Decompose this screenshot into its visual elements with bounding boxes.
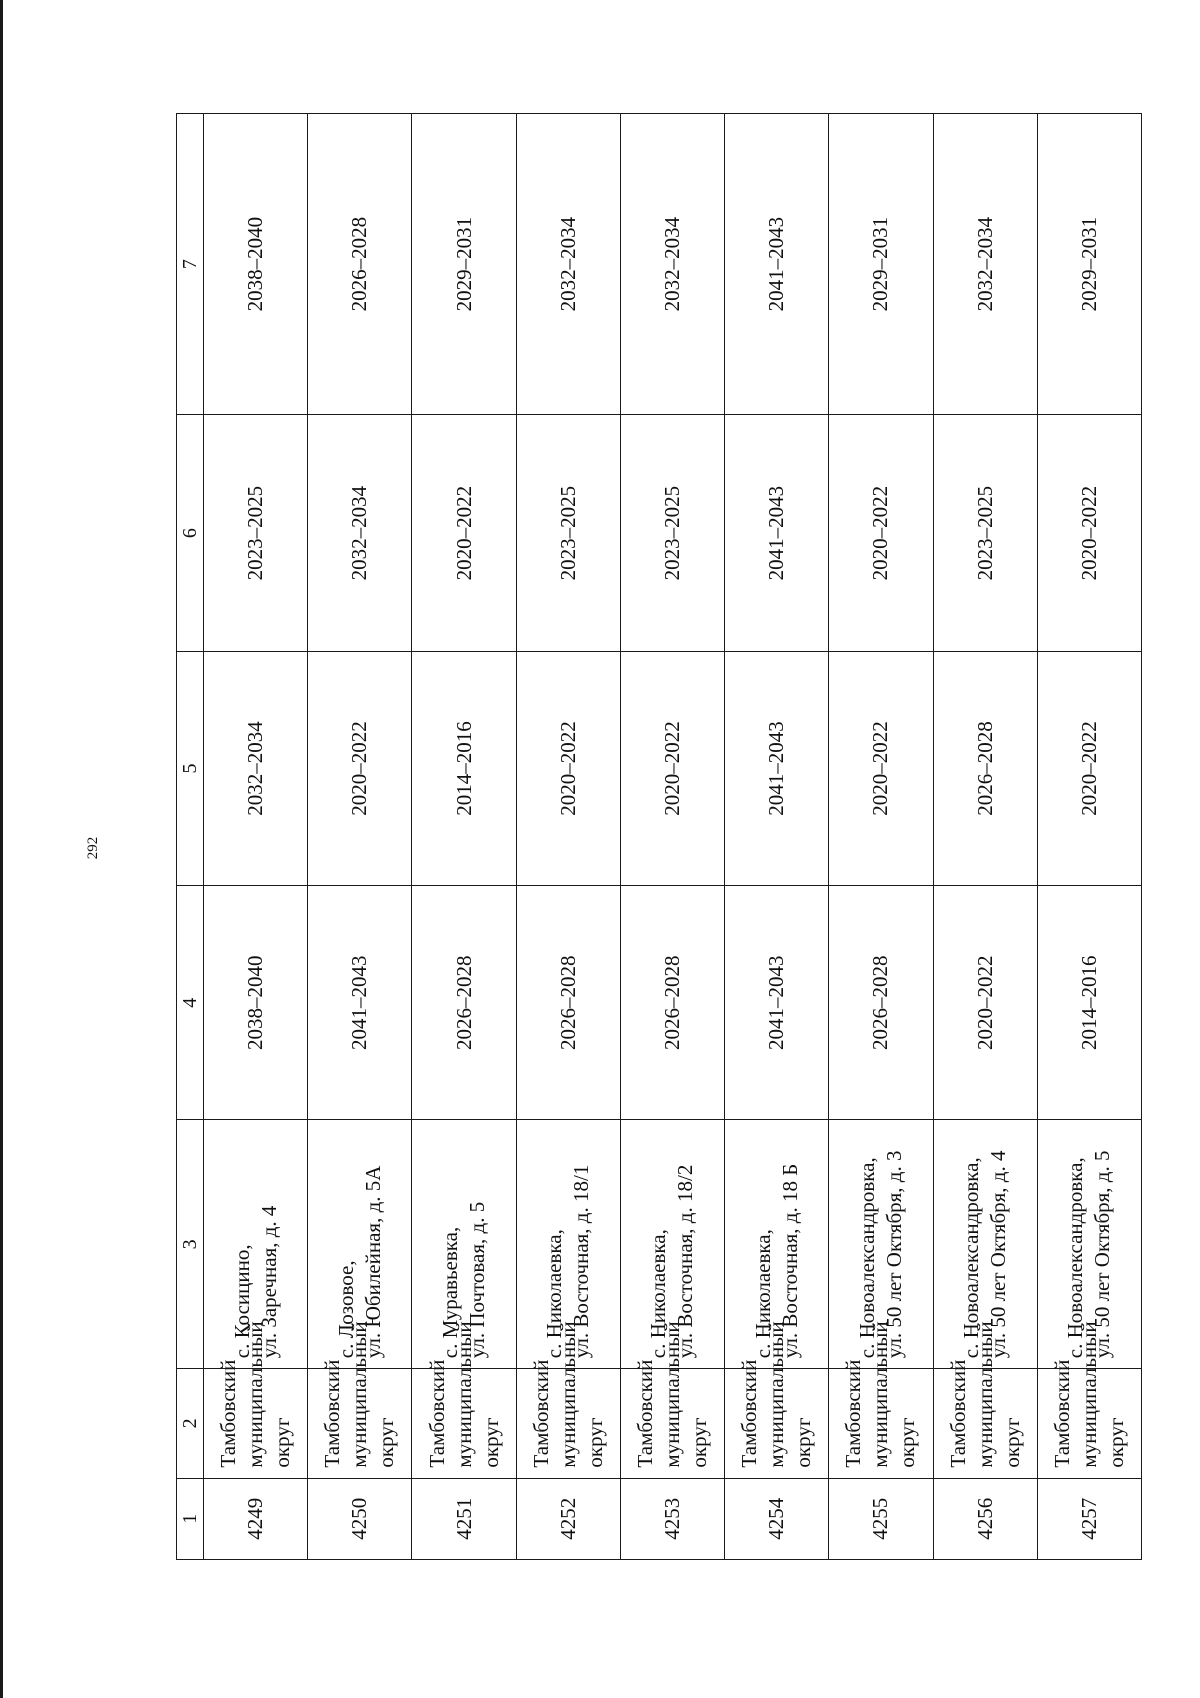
table-row [725, 114, 829, 1560]
cell-district [308, 1321, 412, 1478]
period-value: 2020–2022 [555, 721, 580, 816]
cell-period-col-6 [620, 415, 724, 652]
cell-address [620, 1120, 724, 1369]
district-line: Тамбовский [320, 1359, 345, 1468]
cell-period-col-4 [725, 886, 829, 1120]
district-line: Тамбовский [945, 1359, 970, 1468]
address-line: ул. 50 лет Октября, д. 4 [986, 1150, 1011, 1359]
period-value: 2032–2034 [347, 485, 372, 581]
table-row [308, 114, 412, 1560]
table-body [204, 114, 1142, 1560]
header-col-1: 1 [177, 1478, 204, 1559]
cell-number [829, 1478, 933, 1559]
cell-period-col-7 [933, 114, 1037, 415]
period-value: 2029–2031 [1076, 216, 1101, 312]
address-line: с. Николаевка, [750, 1229, 775, 1359]
header-col-7: 7 [177, 114, 204, 415]
period-value: 2038–2040 [243, 216, 268, 312]
cell-period-col-6 [933, 415, 1037, 652]
cell-address [1037, 1120, 1141, 1369]
row-number: 4252 [555, 1497, 580, 1540]
district-line: муниципальный [659, 1321, 684, 1468]
district-line: муниципальный [972, 1321, 997, 1468]
district-line: Тамбовский [841, 1359, 866, 1468]
cell-district [1037, 1321, 1141, 1478]
row-number: 4257 [1076, 1497, 1101, 1540]
period-value: 2041–2043 [347, 955, 372, 1051]
cell-number [412, 1478, 516, 1559]
address-line: с. Косицино, [229, 1244, 254, 1359]
registry-table [176, 113, 1142, 1560]
period-value: 2029–2031 [451, 216, 476, 312]
address-line: с. Николаевка, [646, 1229, 671, 1359]
district-line: округ [1103, 1417, 1128, 1468]
district-line: округ [895, 1417, 920, 1468]
cell-district [829, 1321, 933, 1478]
cell-period-col-7 [620, 114, 724, 415]
cell-period-col-4 [204, 886, 308, 1120]
table-row [204, 114, 308, 1560]
row-number: 4256 [972, 1497, 997, 1540]
period-value: 2020–2022 [868, 485, 893, 581]
district-line: округ [791, 1417, 816, 1468]
cell-period-col-7 [516, 114, 620, 415]
table-row [829, 114, 933, 1560]
cell-period-col-6 [308, 415, 412, 652]
period-value: 2014–2016 [451, 721, 476, 816]
row-number: 4255 [868, 1497, 893, 1540]
cell-period-col-4 [933, 886, 1037, 1120]
cell-number [933, 1478, 1037, 1559]
cell-address [933, 1120, 1037, 1369]
period-value: 2023–2025 [243, 485, 268, 581]
cell-period-col-5 [308, 651, 412, 885]
cell-period-col-6 [516, 415, 620, 652]
district-line: округ [582, 1417, 607, 1468]
period-value: 2023–2025 [972, 485, 997, 581]
period-value: 2041–2043 [764, 955, 789, 1051]
district-line: округ [478, 1417, 503, 1468]
period-value: 2020–2022 [1076, 721, 1101, 816]
cell-period-col-4 [412, 886, 516, 1120]
period-value: 2032–2034 [243, 721, 268, 816]
cell-period-col-5 [725, 651, 829, 885]
period-value: 2020–2022 [451, 485, 476, 581]
district-line: Тамбовский [737, 1359, 762, 1468]
period-value: 2020–2022 [1076, 485, 1101, 581]
district-line: Тамбовский [632, 1359, 657, 1468]
period-value: 2029–2031 [868, 216, 893, 312]
cell-address [204, 1120, 308, 1369]
row-number: 4250 [347, 1497, 372, 1540]
table-row [412, 114, 516, 1560]
period-value: 2020–2022 [659, 721, 684, 816]
cell-address [725, 1120, 829, 1369]
cell-period-col-5 [412, 651, 516, 885]
cell-district [725, 1321, 829, 1478]
address-line: с. Новоалександровка, [1063, 1157, 1088, 1359]
cell-district [204, 1321, 308, 1478]
period-value: 2026–2028 [659, 955, 684, 1051]
table-wrapper [176, 113, 1142, 1560]
district-line: округ [999, 1417, 1024, 1468]
header-col-5: 5 [177, 651, 204, 885]
cell-period-col-4 [620, 886, 724, 1120]
period-value: 2026–2028 [868, 955, 893, 1051]
cell-period-col-5 [1037, 651, 1141, 885]
address-line: ул. Заречная, д. 4 [256, 1205, 281, 1359]
cell-period-col-5 [204, 651, 308, 885]
cell-period-col-6 [1037, 415, 1141, 652]
district-line: муниципальный [347, 1321, 372, 1468]
period-value: 2023–2025 [555, 485, 580, 581]
cell-number [1037, 1478, 1141, 1559]
period-value: 2014–2016 [1076, 955, 1101, 1051]
cell-period-col-7 [1037, 114, 1141, 415]
address-line: ул. 50 лет Октября, д. 3 [881, 1150, 906, 1359]
header-col-3: 3 [177, 1120, 204, 1369]
address-line: ул. Почтовая, д. 5 [465, 1201, 490, 1359]
period-value: 2023–2025 [659, 485, 684, 581]
cell-period-col-6 [725, 415, 829, 652]
cell-period-col-4 [308, 886, 412, 1120]
period-value: 2020–2022 [868, 721, 893, 816]
address-line: с. Муравьевка, [438, 1226, 463, 1359]
district-line: муниципальный [764, 1321, 789, 1468]
row-number: 4254 [764, 1497, 789, 1540]
district-line: муниципальный [451, 1321, 476, 1468]
cell-period-col-5 [933, 651, 1037, 885]
cell-district [620, 1321, 724, 1478]
period-value: 2026–2028 [972, 721, 997, 816]
period-value: 2041–2043 [764, 216, 789, 312]
cell-district [516, 1321, 620, 1478]
cell-address [412, 1120, 516, 1369]
address-line: с. Новоалександровка, [959, 1157, 984, 1359]
period-value: 2020–2022 [972, 955, 997, 1051]
district-line: Тамбовский [1049, 1359, 1074, 1468]
address-line: ул. Восточная, д. 18 Б [777, 1163, 802, 1359]
period-value: 2020–2022 [347, 721, 372, 816]
period-value: 2041–2043 [764, 485, 789, 581]
row-number: 4251 [451, 1497, 476, 1540]
district-line: округ [686, 1417, 711, 1468]
cell-period-col-7 [412, 114, 516, 415]
district-line: Тамбовский [424, 1359, 449, 1468]
address-line: ул. Юбилейная, д. 5А [360, 1165, 385, 1359]
district-line: муниципальный [1076, 1321, 1101, 1468]
cell-period-col-7 [725, 114, 829, 415]
cell-period-col-5 [620, 651, 724, 885]
table-header [177, 114, 204, 1560]
period-value: 2041–2043 [764, 721, 789, 816]
district-line: Тамбовский [528, 1359, 553, 1468]
cell-address [516, 1120, 620, 1369]
address-line: ул. Восточная, д. 18/1 [569, 1164, 594, 1359]
address-line: ул. 50 лет Октября, д. 5 [1090, 1150, 1115, 1359]
cell-district [933, 1321, 1037, 1478]
period-value: 2026–2028 [347, 216, 372, 312]
district-line: Тамбовский [216, 1359, 241, 1468]
table-row [1037, 114, 1141, 1560]
cell-period-col-7 [204, 114, 308, 415]
header-col-4: 4 [177, 886, 204, 1120]
row-number: 4253 [659, 1497, 684, 1540]
cell-period-col-7 [829, 114, 933, 415]
cell-number [204, 1478, 308, 1559]
address-line: ул. Восточная, д. 18/2 [673, 1164, 698, 1359]
page-number: 292 [85, 836, 101, 860]
district-line: муниципальный [868, 1321, 893, 1468]
header-col-2: 2 [177, 1369, 204, 1478]
cell-district [412, 1321, 516, 1478]
address-line: с. Новоалександровка, [854, 1157, 879, 1359]
period-value: 2032–2034 [972, 216, 997, 312]
period-value: 2026–2028 [451, 955, 476, 1051]
cell-period-col-6 [204, 415, 308, 652]
cell-period-col-5 [829, 651, 933, 885]
address-line: с. Николаевка, [542, 1229, 567, 1359]
cell-address [829, 1120, 933, 1369]
district-line: муниципальный [555, 1321, 580, 1468]
header-row [177, 114, 204, 1560]
period-value: 2038–2040 [243, 955, 268, 1051]
table-row [516, 114, 620, 1560]
cell-period-col-4 [516, 886, 620, 1120]
cell-number [516, 1478, 620, 1559]
row-number: 4249 [243, 1497, 268, 1540]
cell-period-col-4 [829, 886, 933, 1120]
cell-address [308, 1120, 412, 1369]
header-col-6: 6 [177, 415, 204, 652]
cell-period-col-5 [516, 651, 620, 885]
cell-number [725, 1478, 829, 1559]
period-value: 2032–2034 [555, 216, 580, 312]
period-value: 2026–2028 [555, 955, 580, 1051]
district-line: округ [374, 1417, 399, 1468]
district-line: округ [270, 1417, 295, 1468]
cell-period-col-6 [829, 415, 933, 652]
cell-period-col-7 [308, 114, 412, 415]
cell-number [308, 1478, 412, 1559]
address-line: с. Лозовое, [333, 1260, 358, 1359]
table-row [620, 114, 724, 1560]
cell-period-col-6 [412, 415, 516, 652]
cell-number [620, 1478, 724, 1559]
period-value: 2032–2034 [659, 216, 684, 312]
cell-period-col-4 [1037, 886, 1141, 1120]
scan-edge-line [0, 0, 3, 1698]
table-row [933, 114, 1037, 1560]
district-line: муниципальный [243, 1321, 268, 1468]
